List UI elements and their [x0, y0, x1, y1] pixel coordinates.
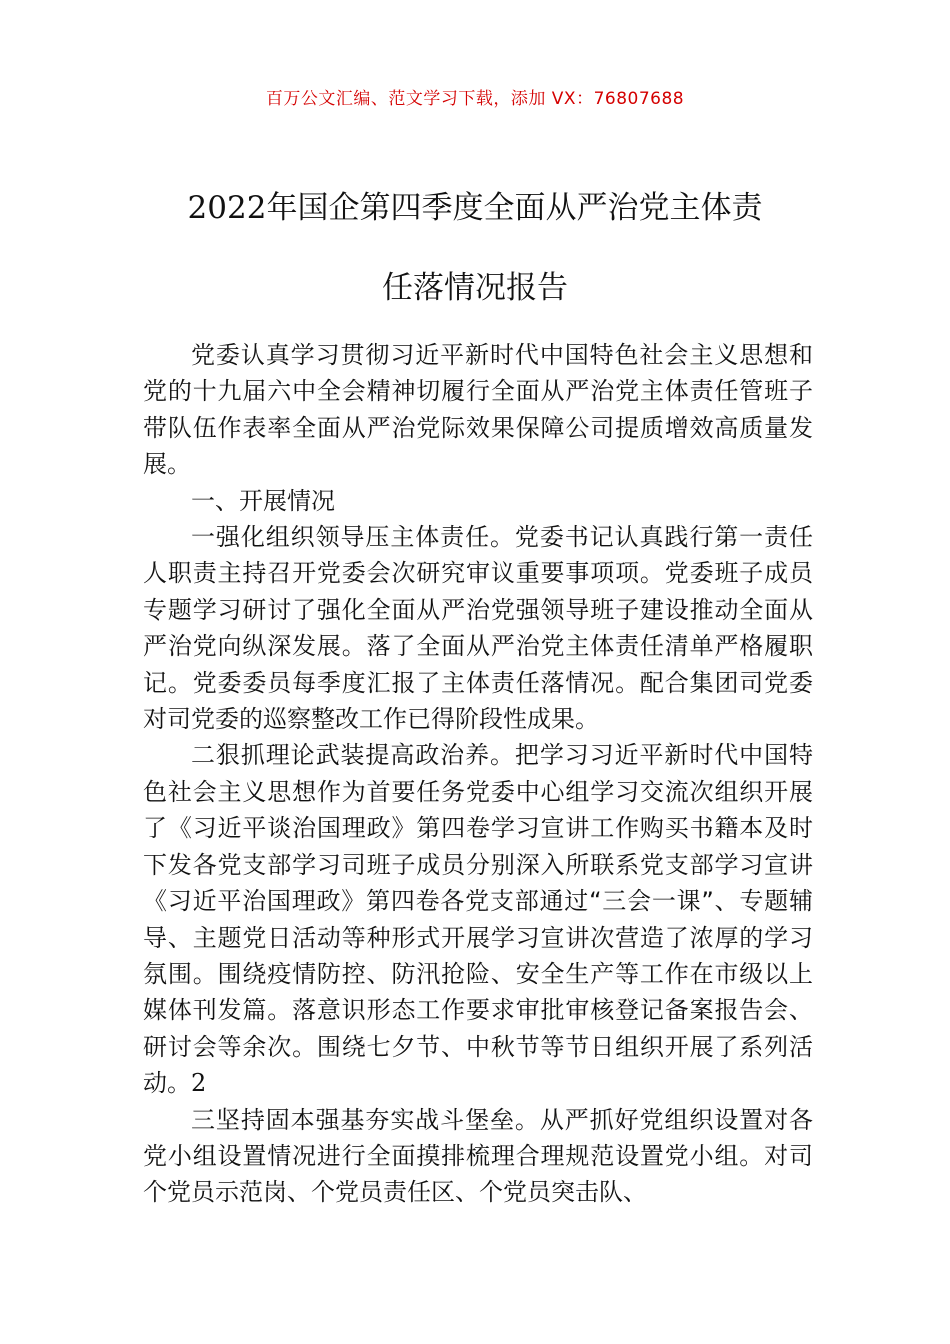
paragraph-2-text: 二狠抓理论武装提高政治养。把学习习近平新时代中国特色社会主义思想作为首要任务党委中心组学习交流次组织开展了《习近平谈治国理政》第四卷学习宣讲工作购买书籍本及时下发各党支部学习司班子成员分别深入所联系党支部学习宣讲《习近平治国理政》第四卷各党支部通过“三会一课”、专题辅导、主题党日活动等种形式开展学习宣讲次营造了浓厚的学习氛围。围绕疫情防控、防汛抢险、安全生产等工作在市级以上媒体刊发篇。落意识形态工作要求审批审核登记备案报告会、研讨会等余次。围绕七夕节、中秋节等节日组织开展了系列活动。 [143, 741, 813, 1098]
paragraph-intro: 党委认真学习贯彻习近平新时代中国特色社会主义思想和党的十九届六中全会精神切履行全面从严治党主体责任管班子带队伍作表率全面从严治党际效果保障公司提质增效高质量发展。 [143, 341, 813, 479]
title-year: 2022 [187, 190, 267, 226]
paragraph-2-tail: 2 [191, 1069, 207, 1098]
paragraph-3: 三坚持固本强基夯实战斗堡垒。从严抓好党组织设置对各党小组设置情况进行全面摸排梳理合理规范设置党小组。对司个党员示范岗、个党员责任区、个党员突击队、 [143, 1105, 813, 1207]
document-title [140, 168, 810, 328]
paragraph-1: 一强化组织领导压主体责任。党委书记认真践行第一责任人职责主持召开党委会次研究审议重要事项项。党委班子成员专题学习研讨了强化全面从严治党强领导班子建设推动全面从严治党向纵深发展。落了全面从严治党主体责任清单严格履职记。党委委员每季度汇报了主体责任落情况。配合集团司党委对司党委的巡察整改工作已得阶段性成果。 [143, 523, 813, 734]
section-heading-1: 一、开展情况 [191, 486, 335, 515]
title-line-1-text: 年国企第四季度全面从严治党主体责 [266, 190, 763, 226]
document-body [143, 337, 813, 1211]
title-line-1 [140, 168, 810, 248]
paragraph-2 [143, 737, 813, 1101]
title-line-2: 任落情况报告 [382, 270, 568, 306]
promo-banner: 百万公文汇编、范文学习下载，添加 VX：76807688 [265, 89, 685, 109]
